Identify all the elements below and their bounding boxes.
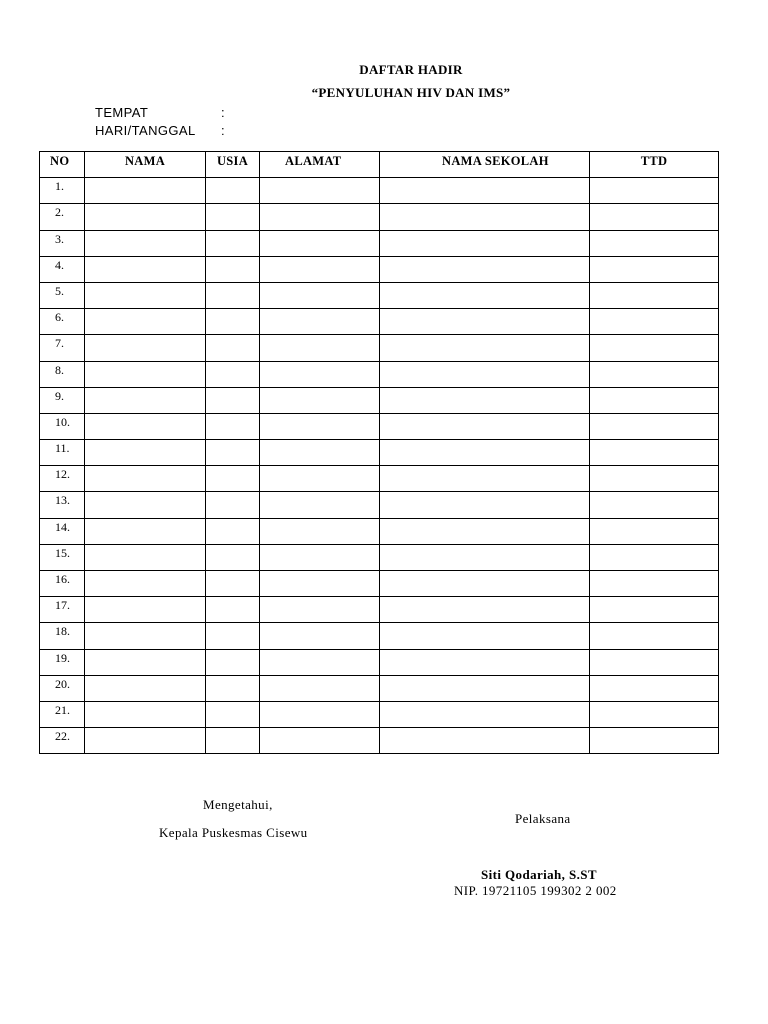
kepala-puskesmas-text: Kepala Puskesmas Cisewu	[159, 825, 308, 840]
table-row	[40, 204, 719, 230]
row-nama-sekolah[interactable]	[380, 204, 590, 230]
row-nama[interactable]	[85, 413, 206, 439]
row-usia[interactable]	[206, 571, 260, 597]
row-nama[interactable]	[85, 466, 206, 492]
row-alamat[interactable]	[260, 335, 380, 361]
row-ttd[interactable]	[590, 178, 719, 204]
row-usia[interactable]	[206, 230, 260, 256]
row-nama[interactable]	[85, 440, 206, 466]
signatory-nip: NIP. 19721105 199302 2 002	[454, 883, 617, 898]
row-alamat[interactable]	[260, 413, 380, 439]
row-ttd[interactable]	[590, 571, 719, 597]
header-ttd: TTD	[590, 152, 719, 178]
row-nama[interactable]	[85, 230, 206, 256]
row-nama[interactable]	[85, 256, 206, 282]
row-nama[interactable]	[85, 728, 206, 754]
row-nama-sekolah[interactable]	[380, 623, 590, 649]
row-nama-sekolah[interactable]	[380, 440, 590, 466]
header-no: NO	[40, 152, 85, 178]
row-usia[interactable]	[206, 282, 260, 308]
row-nama-sekolah[interactable]	[380, 230, 590, 256]
row-nama[interactable]	[85, 597, 206, 623]
row-usia[interactable]	[206, 335, 260, 361]
row-nama-sekolah[interactable]	[380, 256, 590, 282]
row-nama[interactable]	[85, 675, 206, 701]
row-no: 17.	[40, 597, 85, 623]
row-no: 8.	[40, 361, 85, 387]
row-no: 7.	[40, 335, 85, 361]
row-usia[interactable]	[206, 597, 260, 623]
row-nama-sekolah[interactable]	[380, 728, 590, 754]
tempat-label: TEMPAT	[95, 105, 149, 120]
row-alamat[interactable]	[260, 387, 380, 413]
row-usia[interactable]	[206, 361, 260, 387]
row-alamat[interactable]	[260, 256, 380, 282]
header-nama: NAMA	[85, 152, 206, 178]
mengetahui-text: Mengetahui,	[203, 797, 273, 812]
row-no: 16.	[40, 571, 85, 597]
row-ttd[interactable]	[590, 675, 719, 701]
row-nama-sekolah[interactable]	[380, 544, 590, 570]
row-no: 9.	[40, 387, 85, 413]
document-subtitle: “PENYULUHAN HIV DAN IMS”	[311, 85, 511, 100]
row-no: 14.	[40, 518, 85, 544]
row-ttd[interactable]	[590, 282, 719, 308]
row-nama-sekolah[interactable]	[380, 361, 590, 387]
row-alamat[interactable]	[260, 309, 380, 335]
row-nama[interactable]	[85, 204, 206, 230]
row-ttd[interactable]	[590, 440, 719, 466]
row-no: 2.	[40, 204, 85, 230]
row-ttd[interactable]	[590, 701, 719, 727]
table-row	[40, 701, 719, 727]
row-nama-sekolah[interactable]	[380, 571, 590, 597]
table-row	[40, 335, 719, 361]
field-hari-tanggal	[95, 123, 225, 138]
table-row	[40, 309, 719, 335]
row-usia[interactable]	[206, 623, 260, 649]
row-nama-sekolah[interactable]	[380, 518, 590, 544]
row-alamat[interactable]	[260, 571, 380, 597]
row-no: 4.	[40, 256, 85, 282]
table-header-row	[40, 152, 719, 178]
row-no: 18.	[40, 623, 85, 649]
row-no: 3.	[40, 230, 85, 256]
row-no: 13.	[40, 492, 85, 518]
row-alamat[interactable]	[260, 675, 380, 701]
row-ttd[interactable]	[590, 204, 719, 230]
row-usia[interactable]	[206, 204, 260, 230]
row-ttd[interactable]	[590, 256, 719, 282]
row-alamat[interactable]	[260, 701, 380, 727]
row-ttd[interactable]	[590, 466, 719, 492]
row-ttd[interactable]	[590, 387, 719, 413]
row-ttd[interactable]	[590, 728, 719, 754]
table-row	[40, 387, 719, 413]
row-nama-sekolah[interactable]	[380, 597, 590, 623]
table-row	[40, 178, 719, 204]
row-nama[interactable]	[85, 544, 206, 570]
row-usia[interactable]	[206, 649, 260, 675]
row-nama-sekolah[interactable]	[380, 282, 590, 308]
row-usia[interactable]	[206, 440, 260, 466]
field-tempat	[95, 105, 225, 120]
row-alamat[interactable]	[260, 204, 380, 230]
row-nama-sekolah[interactable]	[380, 413, 590, 439]
row-nama[interactable]	[85, 518, 206, 544]
row-nama[interactable]	[85, 335, 206, 361]
table-row	[40, 571, 719, 597]
row-alamat[interactable]	[260, 623, 380, 649]
row-nama[interactable]	[85, 309, 206, 335]
row-no: 22.	[40, 728, 85, 754]
header-alamat: ALAMAT	[260, 152, 380, 178]
table-row	[40, 518, 719, 544]
row-nama-sekolah[interactable]	[380, 335, 590, 361]
row-usia[interactable]	[206, 701, 260, 727]
row-no: 1.	[40, 178, 85, 204]
row-usia[interactable]	[206, 256, 260, 282]
row-usia[interactable]	[206, 413, 260, 439]
row-alamat[interactable]	[260, 282, 380, 308]
row-usia[interactable]	[206, 178, 260, 204]
row-alamat[interactable]	[260, 492, 380, 518]
tanggal-separator: :	[221, 123, 226, 138]
pelaksana-text: Pelaksana	[515, 811, 571, 826]
row-usia[interactable]	[206, 309, 260, 335]
tanggal-label: HARI/TANGGAL	[95, 123, 196, 138]
row-ttd[interactable]	[590, 649, 719, 675]
row-nama-sekolah[interactable]	[380, 178, 590, 204]
row-no: 12.	[40, 466, 85, 492]
row-nama[interactable]	[85, 492, 206, 518]
row-alamat[interactable]	[260, 597, 380, 623]
row-no: 11.	[40, 440, 85, 466]
table-body	[40, 178, 719, 754]
row-nama[interactable]	[85, 623, 206, 649]
table-row	[40, 413, 719, 439]
row-nama-sekolah[interactable]	[380, 701, 590, 727]
table-row	[40, 256, 719, 282]
table-row	[40, 282, 719, 308]
row-nama-sekolah[interactable]	[380, 675, 590, 701]
row-nama-sekolah[interactable]	[380, 492, 590, 518]
row-usia[interactable]	[206, 518, 260, 544]
table-row	[40, 623, 719, 649]
row-no: 5.	[40, 282, 85, 308]
row-ttd[interactable]	[590, 597, 719, 623]
table-row	[40, 544, 719, 570]
row-usia[interactable]	[206, 387, 260, 413]
row-ttd[interactable]	[590, 230, 719, 256]
row-nama[interactable]	[85, 361, 206, 387]
row-usia[interactable]	[206, 466, 260, 492]
row-no: 21.	[40, 701, 85, 727]
row-alamat[interactable]	[260, 649, 380, 675]
row-alamat[interactable]	[260, 728, 380, 754]
row-no: 20.	[40, 675, 85, 701]
row-ttd[interactable]	[590, 518, 719, 544]
row-alamat[interactable]	[260, 466, 380, 492]
row-no: 6.	[40, 309, 85, 335]
row-usia[interactable]	[206, 544, 260, 570]
row-ttd[interactable]	[590, 361, 719, 387]
table-row	[40, 440, 719, 466]
table-row	[40, 361, 719, 387]
row-alamat[interactable]	[260, 178, 380, 204]
row-nama[interactable]	[85, 649, 206, 675]
attendance-table	[39, 151, 719, 754]
row-ttd[interactable]	[590, 413, 719, 439]
row-nama[interactable]	[85, 571, 206, 597]
row-no: 19.	[40, 649, 85, 675]
table-row	[40, 597, 719, 623]
table-row	[40, 649, 719, 675]
row-ttd[interactable]	[590, 623, 719, 649]
row-usia[interactable]	[206, 492, 260, 518]
row-nama-sekolah[interactable]	[380, 309, 590, 335]
row-usia[interactable]	[206, 675, 260, 701]
table-row	[40, 466, 719, 492]
header-usia: USIA	[206, 152, 260, 178]
signatory-name: Siti Qodariah, S.ST	[481, 867, 597, 882]
row-ttd[interactable]	[590, 309, 719, 335]
row-ttd[interactable]	[590, 335, 719, 361]
row-nama-sekolah[interactable]	[380, 387, 590, 413]
row-nama[interactable]	[85, 701, 206, 727]
table-row	[40, 675, 719, 701]
tempat-separator: :	[221, 105, 226, 120]
row-usia[interactable]	[206, 728, 260, 754]
row-nama[interactable]	[85, 387, 206, 413]
row-nama-sekolah[interactable]	[380, 466, 590, 492]
row-ttd[interactable]	[590, 544, 719, 570]
table-row	[40, 492, 719, 518]
table-row	[40, 728, 719, 754]
document-title: DAFTAR HADIR	[359, 62, 463, 77]
row-alamat[interactable]	[260, 518, 380, 544]
row-nama-sekolah[interactable]	[380, 649, 590, 675]
row-no: 10.	[40, 413, 85, 439]
row-nama[interactable]	[85, 178, 206, 204]
row-alamat[interactable]	[260, 440, 380, 466]
row-ttd[interactable]	[590, 492, 719, 518]
row-no: 15.	[40, 544, 85, 570]
row-alamat[interactable]	[260, 361, 380, 387]
row-nama[interactable]	[85, 282, 206, 308]
row-alamat[interactable]	[260, 544, 380, 570]
table-row	[40, 230, 719, 256]
row-alamat[interactable]	[260, 230, 380, 256]
header-nama-sekolah: NAMA SEKOLAH	[380, 152, 590, 178]
